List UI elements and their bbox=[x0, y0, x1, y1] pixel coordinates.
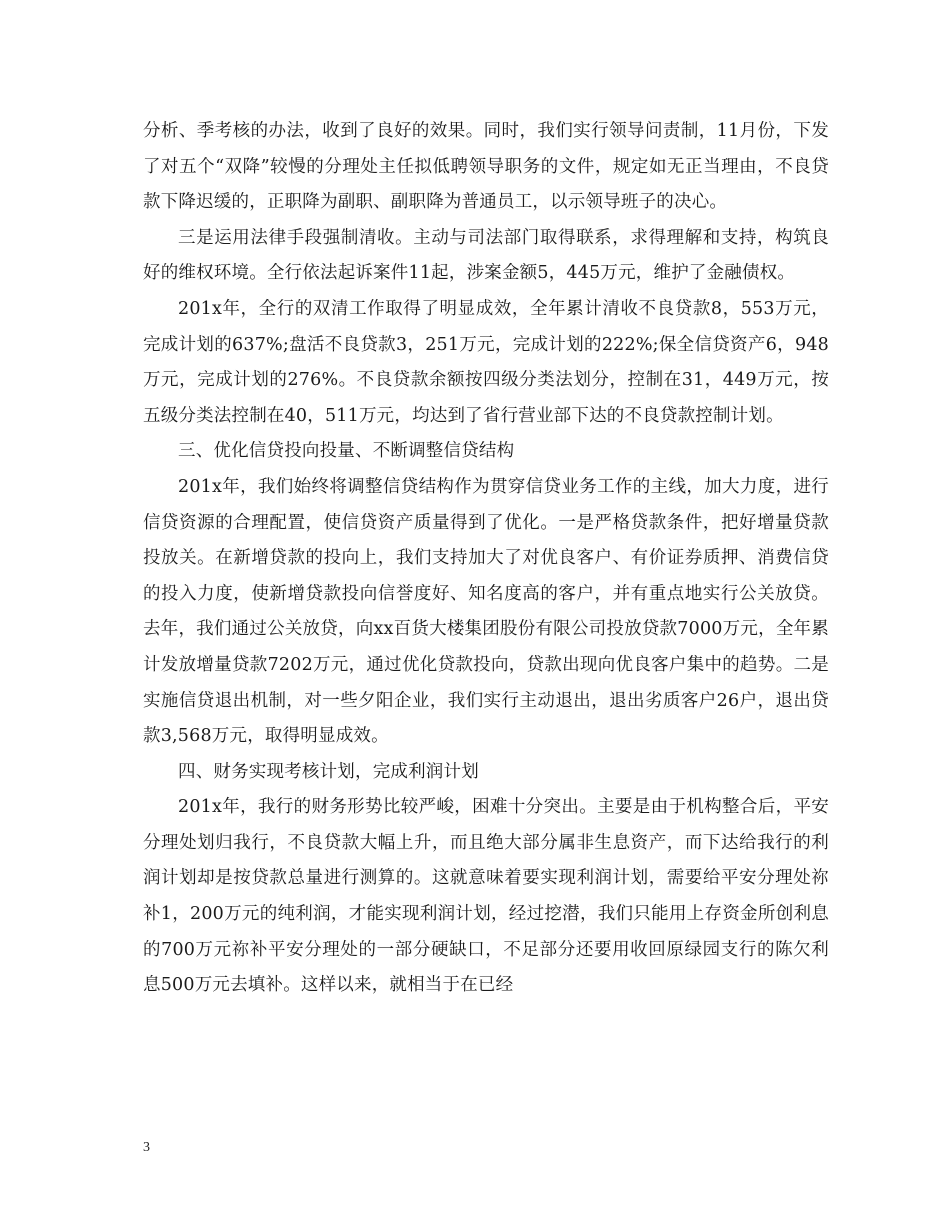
page-number: 3 bbox=[143, 1140, 150, 1155]
document-body bbox=[143, 114, 829, 1004]
paragraph-credit-structure: 201x年，我们始终将调整信贷结构作为贯穿信贷业务工作的主线，加大力度，进行信贷资源的合理配置，使信贷资产质量得到了优化。一是严格贷款条件，把好增量贷款投放关。在新增贷款的投向上，我们支持加大了对优良客户、有价证券质押、消费信贷的投入力度，使新增贷款投向信誉度好、知名度高的客户，并有重点地实行公关放贷。去年，我们通过公关放贷，向xx百货大楼集团股份有限公司投放贷款7000万元，全年累计发放增量贷款7202万元，通过优化贷款投向，贷款出现向优良客户集中的趋势。二是实施信贷退出机制，对一些夕阳企业，我们实行主动退出，退出劣质客户26户，退出贷款3,568万元，取得明显成效。 bbox=[143, 476, 829, 747]
paragraph-legal-collection: 三是运用法律手段强制清收。主动与司法部门取得联系，求得理解和支持，构筑良好的维权环境。全行依法起诉案件11起，涉案金额5，445万元，维护了金融债权。 bbox=[143, 227, 829, 284]
paragraph-continuation: 分析、季考核的办法，收到了良好的效果。同时，我们实行领导问责制，11月份，下发了对五个“双降”较慢的分理处主任拟低聘领导职务的文件，规定如无正当理由，不良贷款下降迟缓的，正职降为副职、副职降为普通员工，以示领导班子的决心。 bbox=[143, 121, 829, 213]
section-heading-credit-structure: 三、优化信贷投向投量、不断调整信贷结构 bbox=[178, 441, 515, 462]
paragraph-finance-plan: 201x年，我行的财务形势比较严峻，困难十分突出。主要是由于机构整合后，平安分理处划归我行，不良贷款大幅上升，而且绝大部分属非生息资产，而下达给我行的利润计划却是按贷款总量进行测算的。这就意味着要实现利润计划，需要给平安分理处祢补1，200万元的纯利润，才能实现利润计划，经过挖潜，我们只能用上存资金所创利息的700万元祢补平安分理处的一部分硬缺口，不足部分还要用收回原绿园支行的陈欠利息500万元去填补。这样以来，就相当于在已经 bbox=[143, 797, 829, 996]
section-heading-finance-plan: 四、财务实现考核计划，完成利润计划 bbox=[178, 761, 479, 782]
paragraph-annual-results: 201x年，全行的双清工作取得了明显成效，全年累计清收不良贷款8，553万元，完成计划的637%;盘活不良贷款3，251万元，完成计划的222%;保全信贷资产6，948万元，完成计划的276%。不良贷款余额按四级分类法划分，控制在31，449万元，按五级分类法控制在40，511万元，均达到了省行营业部下达的不良贷款控制计划。 bbox=[143, 298, 829, 426]
